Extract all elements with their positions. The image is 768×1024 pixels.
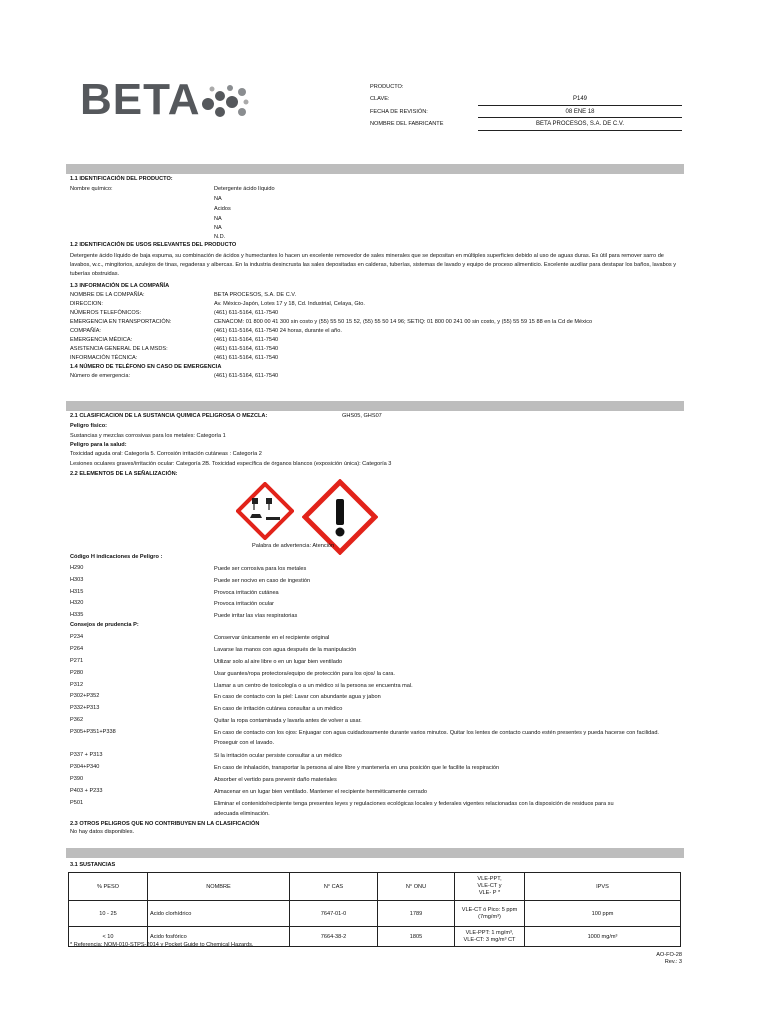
th-onu: N° ONU — [378, 873, 455, 901]
company-value-2: (461) 611-5164, 611-7540 — [214, 310, 279, 316]
heading-2-3: 2.3 OTROS PELIGROS QUE NO CONTRIBUYEN EN LA CLASIFICACIÓN — [70, 821, 260, 827]
p-code-row: P280 Usar guantes/ropa protectora/equipo de protección para los ojos/ la cara. — [70, 670, 395, 677]
substances-table — [68, 872, 681, 947]
nombre-quimico-label: Nombre químico: — [70, 186, 113, 192]
nombre-value-2: Acidos — [214, 206, 231, 212]
h-code-row: H335 Puede irritar las vías respiratorias — [70, 612, 298, 619]
p-code-row: P264 Lavarse las manos con agua después de la manipulación — [70, 646, 357, 653]
company-value-6: (461) 611-5164, 611-7540 — [214, 346, 279, 352]
company-label-3: EMERGENCIA EN TRANSPORTACIÓN: — [70, 319, 172, 325]
company-label-0: NOMBRE DE LA COMPAÑÍA: — [70, 292, 145, 298]
p-code-row: P337 + P313 Si la irritación ocular persiste consultar a un médico — [70, 752, 342, 759]
emergency-value: (461) 611-5164, 611-7540 — [214, 373, 279, 379]
table-reference: * Referencia: NOM-010-STPS-2014 y Pocket Guide to Chemical Hazards. — [70, 942, 254, 948]
emergency-label: Número de emergencia: — [70, 373, 131, 379]
ghs-codes: GHS05, GHS07 — [342, 413, 382, 419]
peligro-salud-text-2: Lesiones oculares graves/irritación ocular: Categoría 2B. Toxicidad específica de órganos blancos (exposición única): Categoría 3 — [70, 461, 392, 467]
logo-text: BETA — [80, 75, 201, 124]
heading-2-1: 2.1 CLASIFICACION DE LA SUSTANCIA QUIMICA PELIGROSA O MEZCLA: — [70, 413, 268, 419]
heading-2-3-text: No hay datos disponibles. — [70, 829, 135, 835]
company-label-7: INFORMACIÓN TÉCNICA: — [70, 355, 138, 361]
info-row-fecha: FECHA DE REVISIÓN: 08 ENE 18 — [370, 107, 682, 119]
p-code-row: P362 Quitar la ropa contaminada y lavarla antes de volver a usar. — [70, 717, 362, 724]
company-label-5: EMERGENCIA MÉDICA: — [70, 337, 133, 343]
th-nombre: NOMBRE — [148, 873, 290, 901]
th-peso: % PESO — [69, 873, 148, 901]
form-code: AO-FO-28 — [656, 952, 682, 958]
th-ipvs: IPVS — [525, 873, 681, 901]
logo-dots-icon — [198, 82, 250, 120]
heading-1-4: 1.4 NÚMERO DE TELÉFONO EN CASO DE EMERGENCIA — [70, 364, 222, 370]
section-bar-1 — [66, 164, 684, 174]
p-code-row: P403 + P233 Almacenar en un lugar bien ventilado. Mantener el recipiente herméticamente cerrado — [70, 788, 427, 795]
section-bar-2 — [66, 401, 684, 411]
info-row-producto: PRODUCTO: — [370, 84, 404, 90]
p-code-row: P312 Llamar a un centro de toxicología o a un médico si la persona se encuentra mal. — [70, 682, 413, 689]
heading-1-2: 1.2 IDENTIFICACIÓN DE USOS RELEVANTES DEL PRODUCTO — [70, 242, 237, 248]
peligro-fisico-heading: Peligro físico: — [70, 423, 107, 429]
uso-text: Detergente ácido líquido de baja espuma, su combinación de ácidos y humectantes lo hacen un excelente removedor de sales minerales que se depositan en múltiples superficies debido al uso de aguas duras. Es útil para remover sarro de lavabos, w.c., mingitorios, azulejos de tinas, regaderas y albercas. En la industria desincrusta las sales depositadas en calderas, tuberías, sistemas de lavado y equipo de proceso alimenticio. Excelente auxiliar para destapar los baños, lavabos y tuberías obstruidas. — [70, 253, 677, 277]
p-code-row: P501 Eliminar el contenido/recipiente tenga presentes leyes y regulaciones ecológicas locales y federales vigentes relacionadas con la disposición de residuos para su adecuada eliminación. — [70, 800, 614, 817]
nombre-value-4: NA — [214, 225, 222, 231]
h-code-row: H315 Provoca irritación cutánea — [70, 589, 279, 596]
p-code-row: P390 Absorber el vertido para prevenir daño materiales — [70, 776, 337, 783]
heading-3-1: 3.1 SUSTANCIAS — [70, 862, 116, 868]
peligro-fisico-text: Sustancias y mezclas corrosivas para los metales: Categoría 1 — [70, 433, 226, 439]
th-cas: N° CAS — [290, 873, 378, 901]
nombre-value-5: N.D. — [214, 234, 226, 240]
heading-1-1: 1.1 IDENTIFICACIÓN DEL PRODUCTO: — [70, 176, 173, 182]
h-code-row: H320 Provoca irritación ocular — [70, 600, 275, 607]
table-row: 10 - 25 Acido clorhídrico 7647-01-0 1789 VLE-CT ó Pico: 5 ppm (7mg/m³) 100 ppm — [69, 901, 681, 927]
company-label-1: DIRECCION: — [70, 301, 103, 307]
heading-1-3: 1.3 INFORMACIÓN DE LA COMPAÑÍA — [70, 283, 170, 289]
peligro-salud-text-1: Toxicidad aguda oral: Categoría 5. Corrosión irritación cutáneas : Categoría 2 — [70, 451, 262, 457]
company-label-4: COMPAÑÍA: — [70, 328, 101, 334]
company-value-3: CENACOM: 01 800 00 41 300 sin costo y (55) 55 50 15 52, (55) 55 50 14 96; SETIQ: 01 800 00 241 00 sin costo, y (55) 55 59 15 88 en la Cd de México — [214, 319, 593, 325]
company-logo — [80, 75, 250, 124]
h-code-row: H303 Puede ser nocivo en caso de ingestión — [70, 577, 311, 584]
company-value-5: (461) 611-5164, 611-7540 — [214, 337, 279, 343]
heading-2-2: 2.2 ELEMENTOS DE LA SEÑALIZACIÓN: — [70, 471, 178, 477]
peligro-salud-heading: Peligro para la salud: — [70, 442, 127, 448]
ghs05-corrosive-icon — [236, 482, 294, 540]
company-value-0: BETA PROCESOS, S.A. DE C.V. — [214, 292, 297, 298]
codigo-h-heading: Código H indicaciones de Peligro : — [70, 554, 163, 560]
company-label-6: ASISTENCIA GENERAL DE LA MSDS: — [70, 346, 168, 352]
info-row-clave: CLAVE: P149 — [370, 94, 682, 106]
nombre-value-0: Detergente ácido líquido — [214, 186, 275, 192]
p-code-row: P332+P313 En caso de irritación cutánea consultar a un médico — [70, 705, 343, 712]
nombre-value-1: NA — [214, 196, 222, 202]
palabra-advertencia: Palabra de advertencia: Atención — [252, 543, 335, 549]
table-header-row — [69, 873, 681, 901]
p-code-row: P234 Conservar únicamente en el recipiente original — [70, 634, 330, 641]
company-value-7: (461) 611-5164, 611-7540 — [214, 355, 279, 361]
th-vle: VLE-PPT, VLE-CT y VLE- P * — [455, 873, 525, 901]
info-row-fabricante: NOMBRE DEL FABRICANTE BETA PROCESOS, S.A. DE C.V. — [370, 119, 682, 131]
company-value-1: Av. México-Japón, Lotes 17 y 18, Cd. Industrial, Celaya, Gto. — [214, 301, 365, 307]
revision: Rev.: 3 — [664, 959, 682, 965]
table-row: < 10 Acido fosfórico 7664-38-2 1805 VLE-PPT: 1 mg/m³, VLE-CT: 3 mg/m³ CT 1000 mg/m³ — [69, 927, 681, 947]
nombre-value-3: NA — [214, 216, 222, 222]
p-code-row: P305+P351+P338 En caso de contacto con los ojos: Enjuagar con agua cuidadosamente durante varios minutos. Quitar los lentes de contacto cuando estén presentes y pueda hacerse con facilidad. Proseguir con el lavado. — [70, 729, 659, 746]
company-value-4: (461) 611-5164, 611-7540 24 horas, durante el año. — [214, 328, 342, 334]
section-bar-3 — [66, 848, 684, 858]
document-footer — [656, 952, 682, 966]
p-code-row: P271 Utilizar solo al aire libre o en un lugar bien ventilado — [70, 658, 343, 665]
company-label-2: NÚMEROS TELEFÓNICOS: — [70, 310, 142, 316]
product-info-table — [370, 82, 682, 132]
p-code-row: P304+P340 En caso de inhalación, transportar la persona al aire libre y mantenerla en una posición que le facilite la respiración — [70, 764, 500, 771]
h-code-row: H290 Puede ser corrosiva para los metales — [70, 565, 307, 572]
consejos-p-heading: Consejos de prudencia P: — [70, 622, 139, 628]
p-code-row: P302+P352 En caso de contacto con la piel: Lavar con abundante agua y jabon — [70, 693, 381, 700]
